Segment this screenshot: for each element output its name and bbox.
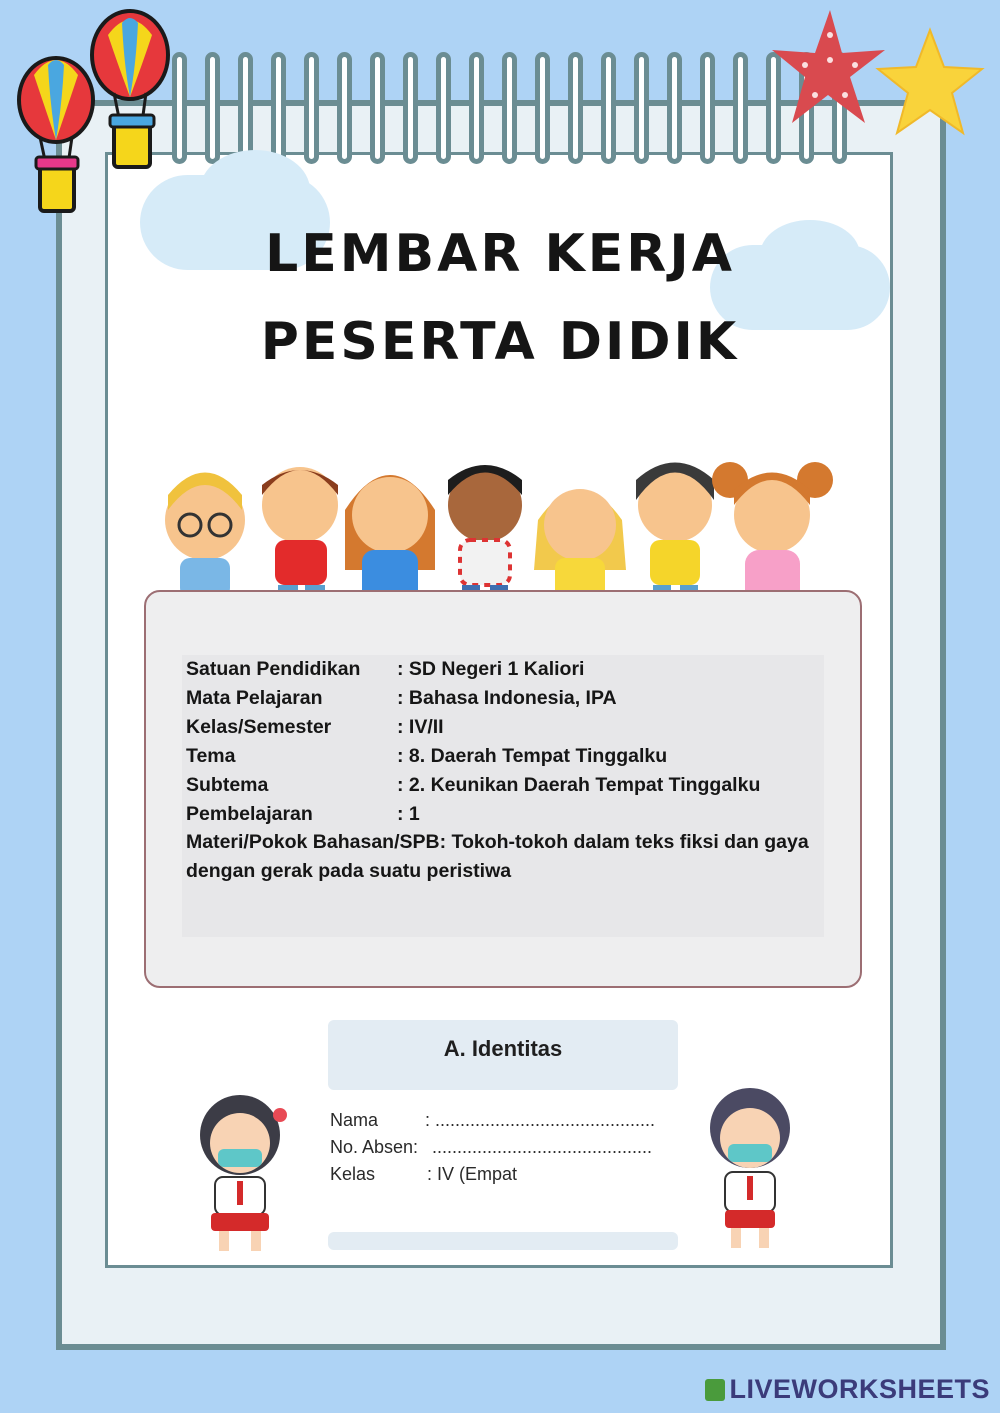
info-value: : Bahasa Indonesia, IPA — [397, 687, 617, 709]
spiral-ring — [601, 52, 616, 164]
spiral-ring — [469, 52, 484, 164]
spiral-ring — [370, 52, 385, 164]
balloon-small-icon — [19, 58, 93, 211]
liveworksheets-logo — [705, 1374, 990, 1405]
info-value: : IV/II — [397, 716, 444, 738]
spiral-ring — [205, 52, 220, 164]
spiral-ring — [733, 52, 748, 164]
student-boy-icon — [695, 1080, 805, 1255]
hot-air-balloons-icon — [8, 5, 178, 220]
info-label: Pembelajaran — [186, 803, 313, 825]
info-label: Subtema — [186, 774, 269, 796]
identitas-input-nama[interactable]: : ............................................ — [425, 1110, 656, 1130]
spiral-ring — [238, 52, 253, 164]
info-value: : 2. Keunikan Daerah Tempat Tinggalku — [397, 774, 761, 796]
student-girl-icon — [185, 1085, 300, 1260]
info-value: : 8. Daerah Tempat Tinggalku — [397, 745, 668, 767]
liveworksheets-logo-text: LIVEWORKSHEETS — [729, 1374, 990, 1404]
identitas-input-absen[interactable]: ............................................ — [432, 1137, 653, 1157]
page-title-line2: PESERTA DIDIK — [260, 312, 740, 372]
identitas-label-nama: Nama — [330, 1110, 379, 1130]
stars-decoration — [770, 5, 990, 155]
identitas-label-kelas: Kelas — [330, 1164, 376, 1184]
info-value: : SD Negeri 1 Kaliori — [397, 658, 585, 680]
spiral-ring — [436, 52, 451, 164]
info-label: Mata Pelajaran — [186, 687, 323, 709]
identitas-title: A. Identitas — [443, 1036, 563, 1061]
spiral-ring — [502, 52, 517, 164]
balloon-large-icon — [92, 11, 168, 167]
yellow-star-icon — [878, 30, 982, 133]
identitas-value-kelas: : IV (Empat — [427, 1164, 518, 1184]
cloud-decoration — [200, 150, 310, 230]
info-label: Satuan Pendidikan — [186, 658, 361, 680]
red-starfish-icon — [772, 10, 885, 123]
spiral-ring — [634, 52, 649, 164]
spiral-ring — [304, 52, 319, 164]
spiral-ring — [535, 52, 550, 164]
identitas-footer-bar — [328, 1232, 678, 1250]
spiral-ring — [403, 52, 418, 164]
kid-5-icon — [534, 489, 626, 603]
info-label: Kelas/Semester — [186, 716, 332, 738]
info-materi: Materi/Pokok Bahasan/SPB: Tokoh-tokoh dalam teks fiksi dan gaya dengan gerak pada suatu peristiwa — [186, 831, 809, 882]
spiral-ring — [337, 52, 352, 164]
info-label: Tema — [186, 745, 236, 767]
info-value: : 1 — [397, 803, 420, 825]
identitas-label-absen: No. Absen: — [330, 1137, 419, 1157]
spiral-ring — [271, 52, 286, 164]
spiral-ring — [568, 52, 583, 164]
spiral-ring — [667, 52, 682, 164]
liveworksheets-logo-icon — [705, 1379, 725, 1401]
page-title-line1: LEMBAR KERJA — [265, 224, 735, 284]
spiral-ring — [700, 52, 715, 164]
